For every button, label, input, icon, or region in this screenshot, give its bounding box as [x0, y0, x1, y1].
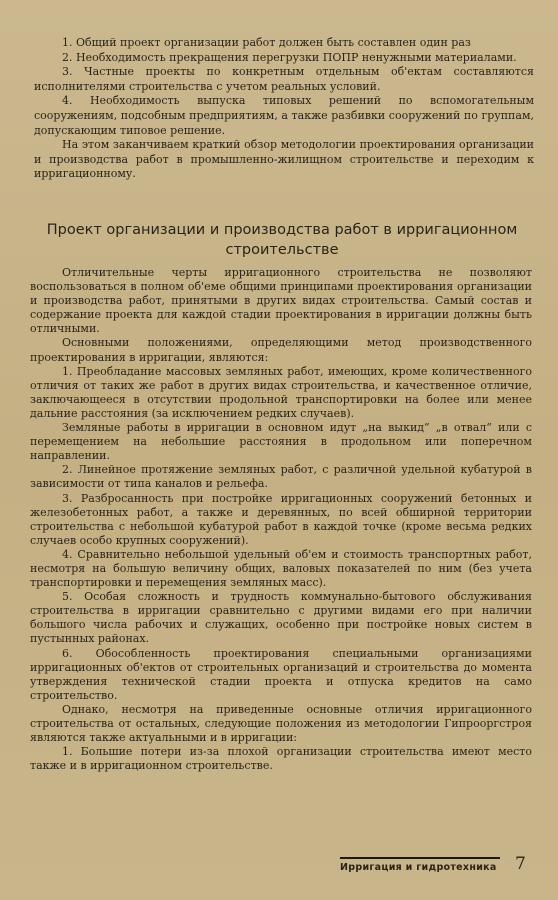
page-number: 7 — [515, 854, 526, 874]
paragraph: Однако, несмотря на приведенные основные отличия ирригационного строительства от остальных, следующие положения из методологии Гипрооргстроя являются также актуальными и в ирригации: — [30, 702, 532, 745]
paragraph: 2. Линейное протяжение земляных работ, с различной удельной кубатурой в зависимости от типа каналов и рельефа. — [30, 463, 532, 491]
paragraph: Земляные работы в ирригации в основном идут „на выкид“ „в отвал“ или с перемещением на небольшие расстояния в продольном или поперечном направлении. — [30, 421, 532, 463]
preceding-list — [34, 36, 534, 182]
paragraph: 5. Особая сложность и трудность коммунально-бытового обслуживания строительства в ирригации сравнительно с другими видами его при наличии большого числа рабочих и служащих, особенно при постройке новых систем в пустынных районах. — [30, 590, 532, 646]
footer-rule — [340, 857, 500, 859]
list-item: 2. Необходимость прекращения перегрузки ПОПР ненужными материалами. — [62, 50, 517, 64]
paragraph: 6. Обособленность проектирования специальными организациями ирригационных об'ектов от строительных организаций и строительства до момента утверждения технической стадии проекта и отпуска кредитов на само строительство. — [30, 646, 532, 702]
section-title: Проект организации и производства работ в ирригационном строительстве — [46, 222, 518, 258]
paragraph: 4. Сравнительно небольшой удельный об'ем и стоимость транспортных работ, несмотря на большую величину общих, валовых показателей по ним (без учета транспортировки и перемещения земляных масс). — [30, 547, 532, 590]
paragraph: Отличительные черты ирригационного строительства не позволяют воспользоваться в полном об'еме общими принципами проектирования организации и производства работ, принятыми в других видах строительства. Самый состав и содержание проекта для каждой стадии проектирования в ирригации должны быть отличными. — [30, 266, 532, 336]
section-body — [30, 266, 532, 773]
list-item: 3. Частные проекты по конкретным отдельным об'ектам составляются исполнителями строительства с учетом реальных условий. — [34, 65, 534, 93]
closing-paragraph: На этом заканчиваем краткий обзор методологии проектирования организации и производства работ в промышленно-жилищном строительстве и переходим к ирригационному. — [34, 138, 534, 181]
paragraph: 1. Преобладание массовых земляных работ, имеющих, кроме количественного отличия от таких же работ в других видах строительства, и качественное отличие, заключающееся в отсутствии продольной транспортировки на более или менее дальние расстояния (за исключением редких случаев). — [30, 364, 532, 420]
paragraph: 1. Большие потери из-за плохой организации строительства имеют место также и в ирригационном строительстве. — [30, 745, 532, 773]
paragraph: 3. Разбросанность при постройке ирригационных сооружений бетонных и железобетонных работ, а также и деревянных, по всей обширной территории строительства с небольшой кубатурой работ в каждой точке (кроме весьма редких случаев особо крупных сооружений). — [30, 491, 532, 547]
list-item: 1. Общий проект организации работ должен быть составлен один раз — [62, 36, 471, 49]
paragraph: Основными положениями, определяющими метод производственного проектирования в ирригации, являются: — [30, 336, 532, 364]
running-title: Ирригация и гидротехника — [340, 862, 497, 873]
list-item: 4. Необходимость выпуска типовых решений по вспомогательным сооружениям, подсобным предприятиям, а также разбивки сооружений по группам, допускающим типовое решение. — [34, 94, 534, 137]
